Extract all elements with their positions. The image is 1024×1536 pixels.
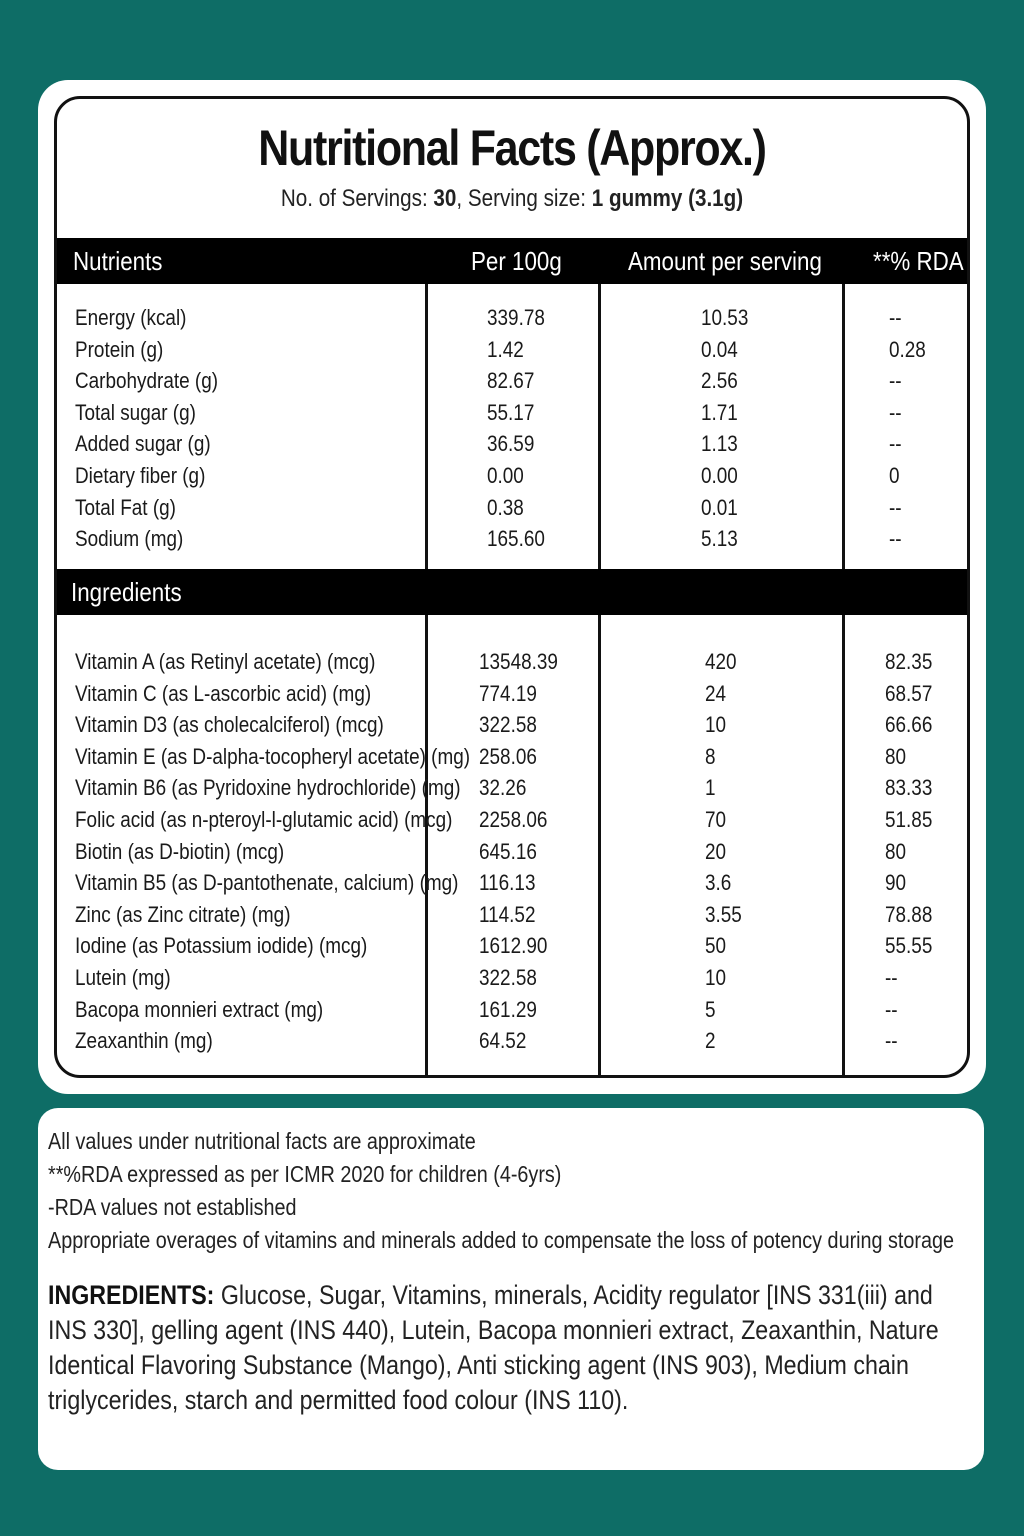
table-cell-per100: 55.17 xyxy=(487,399,535,425)
table-cell-name: Folic acid (as n-pteroyl-l-glutamic acid) (mcg) xyxy=(75,807,453,832)
ingredients-list-label: INGREDIENTS: xyxy=(48,1280,215,1310)
ingredients-section-header xyxy=(57,569,967,615)
nutrition-panel xyxy=(54,96,970,1078)
table-cell-per100: 2258.06 xyxy=(479,807,548,832)
table-cell-serving: 3.6 xyxy=(705,870,732,896)
table-cell-rda: -- xyxy=(885,1028,898,1054)
table-cell-per100: 82.67 xyxy=(487,368,535,394)
serving-size-label: , Serving size: xyxy=(456,185,587,212)
table-cell-name: Bacopa monnieri extract (mg) xyxy=(75,996,324,1022)
table-cell-name: Vitamin A (as Retinyl acetate) (mcg) xyxy=(75,649,376,674)
table-cell-name: Carbohydrate (g) xyxy=(75,368,219,394)
table-cell-serving: 420 xyxy=(705,649,737,674)
table-cell-rda: 66.66 xyxy=(885,712,933,738)
note-rda-basis: **%RDA expressed as per ICMR 2020 for children (4-6yrs) xyxy=(48,1161,562,1187)
table-cell-rda: 80 xyxy=(885,838,907,864)
table-cell-serving: 5 xyxy=(705,996,716,1022)
column-header-per-100g: Per 100g xyxy=(471,246,562,276)
table-cell-name: Iodine (as Potassium iodide) (mcg) xyxy=(75,933,368,959)
servings-label: No. of Servings: xyxy=(280,185,428,212)
serving-size-value: 1 gummy (3.1g) xyxy=(591,185,744,212)
table-cell-name: Vitamin E (as D-alpha-tocopheryl acetate) (mg) xyxy=(75,743,471,769)
table-cell-per100: 0.00 xyxy=(487,463,524,488)
table-cell-rda: 0 xyxy=(889,463,900,488)
table-cell-per100: 774.19 xyxy=(479,680,537,706)
table-header xyxy=(57,238,967,284)
table-cell-per100: 161.29 xyxy=(479,996,537,1022)
table-cell-per100: 13548.39 xyxy=(479,649,558,674)
table-cell-serving: 1 xyxy=(705,775,716,801)
table-cell-serving: 0.00 xyxy=(701,463,738,488)
ingredients-heading: Ingredients xyxy=(71,577,182,607)
serving-info xyxy=(121,185,904,213)
table-cell-per100: 116.13 xyxy=(479,870,536,896)
table-cell-per100: 322.58 xyxy=(479,712,537,738)
table-cell-serving: 70 xyxy=(705,807,727,832)
table-cell-rda: 80 xyxy=(885,743,907,769)
table-cell-serving: 50 xyxy=(705,933,727,959)
column-header-rda: **% RDA xyxy=(873,246,964,276)
table-cell-per100: 322.58 xyxy=(479,965,537,990)
page-title: Nutritional Facts (Approx.) xyxy=(258,120,766,176)
note-rda-not-established: -RDA values not established xyxy=(48,1194,297,1220)
table-cell-serving: 1.71 xyxy=(701,399,738,425)
servings-value: 30 xyxy=(433,185,457,212)
table-cell-name: Vitamin B5 (as D-pantothenate, calcium) (mg) xyxy=(75,870,459,896)
table-cell-rda: 68.57 xyxy=(885,680,933,706)
table-cell-rda: 78.88 xyxy=(885,901,933,927)
column-divider xyxy=(598,615,601,1078)
table-cell-name: Biotin (as D-biotin) (mcg) xyxy=(75,838,285,864)
ingredients-list-text: Glucose, Sugar, Vitamins, minerals, Acidity regulator [INS 331(iii) and INS 330], gelling agent (INS 440), Lutein, Bacopa monnieri extract, Zeaxanthin, Nature Identical Flavoring Substance (Mango), Anti sticking agent (INS 903), Medium chain triglycerides, starch and permitted food colour (INS 110). xyxy=(48,1280,939,1415)
table-cell-serving: 5.13 xyxy=(701,526,738,552)
table-cell-serving: 0.04 xyxy=(701,336,738,362)
table-cell-serving: 10 xyxy=(705,965,727,990)
table-cell-rda: -- xyxy=(889,368,902,394)
column-divider xyxy=(598,284,601,569)
table-cell-serving: 24 xyxy=(705,680,727,706)
table-cell-rda: -- xyxy=(889,494,902,520)
table-cell-rda: 55.55 xyxy=(885,933,933,959)
table-cell-name: Added sugar (g) xyxy=(75,431,211,457)
table-cell-per100: 258.06 xyxy=(479,743,537,769)
column-header-nutrients: Nutrients xyxy=(73,246,163,276)
table-cell-rda: 0.28 xyxy=(889,336,926,362)
table-cell-per100: 64.52 xyxy=(479,1028,527,1054)
table-cell-rda: -- xyxy=(889,526,902,552)
column-divider xyxy=(842,284,845,569)
table-cell-per100: 0.38 xyxy=(487,494,524,520)
table-cell-serving: 2 xyxy=(705,1028,716,1054)
table-cell-per100: 339.78 xyxy=(487,305,545,330)
notes-card xyxy=(38,1108,984,1470)
table-cell-name: Total Fat (g) xyxy=(75,494,176,520)
table-cell-name: Dietary fiber (g) xyxy=(75,463,206,488)
column-divider xyxy=(425,284,428,569)
table-cell-rda: -- xyxy=(885,996,898,1022)
table-cell-name: Lutein (mg) xyxy=(75,965,171,990)
table-cell-serving: 3.55 xyxy=(705,901,742,927)
table-cell-serving: 8 xyxy=(705,743,716,769)
table-cell-rda: 83.33 xyxy=(885,775,933,801)
table-cell-name: Zinc (as Zinc citrate) (mg) xyxy=(75,901,291,927)
table-cell-per100: 645.16 xyxy=(479,838,537,864)
table-cell-name: Total sugar (g) xyxy=(75,399,196,425)
table-cell-name: Vitamin B6 (as Pyridoxine hydrochloride) (mg) xyxy=(75,775,461,801)
table-cell-rda: -- xyxy=(889,305,902,330)
table-cell-name: Vitamin D3 (as cholecalciferol) (mcg) xyxy=(75,712,384,738)
table-cell-rda: 82.35 xyxy=(885,649,933,674)
note-approximate: All values under nutritional facts are approximate xyxy=(48,1128,476,1154)
table-cell-rda: -- xyxy=(889,431,902,457)
table-cell-per100: 1.42 xyxy=(487,336,524,362)
table-cell-rda: -- xyxy=(885,965,898,990)
note-overages: Appropriate overages of vitamins and minerals added to compensate the loss of potency during storage xyxy=(48,1227,955,1253)
nutrition-card xyxy=(38,80,986,1094)
table-cell-name: Protein (g) xyxy=(75,336,164,362)
table-cell-per100: 165.60 xyxy=(487,526,545,552)
table-cell-serving: 1.13 xyxy=(701,431,738,457)
column-divider xyxy=(842,615,845,1078)
table-cell-name: Vitamin C (as L-ascorbic acid) (mg) xyxy=(75,680,372,706)
table-cell-rda: 51.85 xyxy=(885,807,933,832)
column-divider xyxy=(425,615,428,1078)
table-cell-serving: 0.01 xyxy=(701,494,738,520)
table-cell-rda: 90 xyxy=(885,870,907,896)
table-cell-name: Zeaxanthin (mg) xyxy=(75,1028,213,1054)
table-cell-serving: 2.56 xyxy=(701,368,738,394)
table-cell-per100: 36.59 xyxy=(487,431,535,457)
ingredients-list xyxy=(48,1278,951,1418)
table-cell-name: Sodium (mg) xyxy=(75,526,184,552)
table-cell-serving: 20 xyxy=(705,838,727,864)
table-cell-per100: 1612.90 xyxy=(479,933,548,959)
column-header-amount-per-serving: Amount per serving xyxy=(628,246,822,276)
table-cell-name: Energy (kcal) xyxy=(75,305,187,330)
table-cell-serving: 10.53 xyxy=(701,305,749,330)
table-cell-rda: -- xyxy=(889,399,902,425)
table-cell-per100: 114.52 xyxy=(479,901,536,927)
table-cell-serving: 10 xyxy=(705,712,727,738)
table-cell-per100: 32.26 xyxy=(479,775,527,801)
